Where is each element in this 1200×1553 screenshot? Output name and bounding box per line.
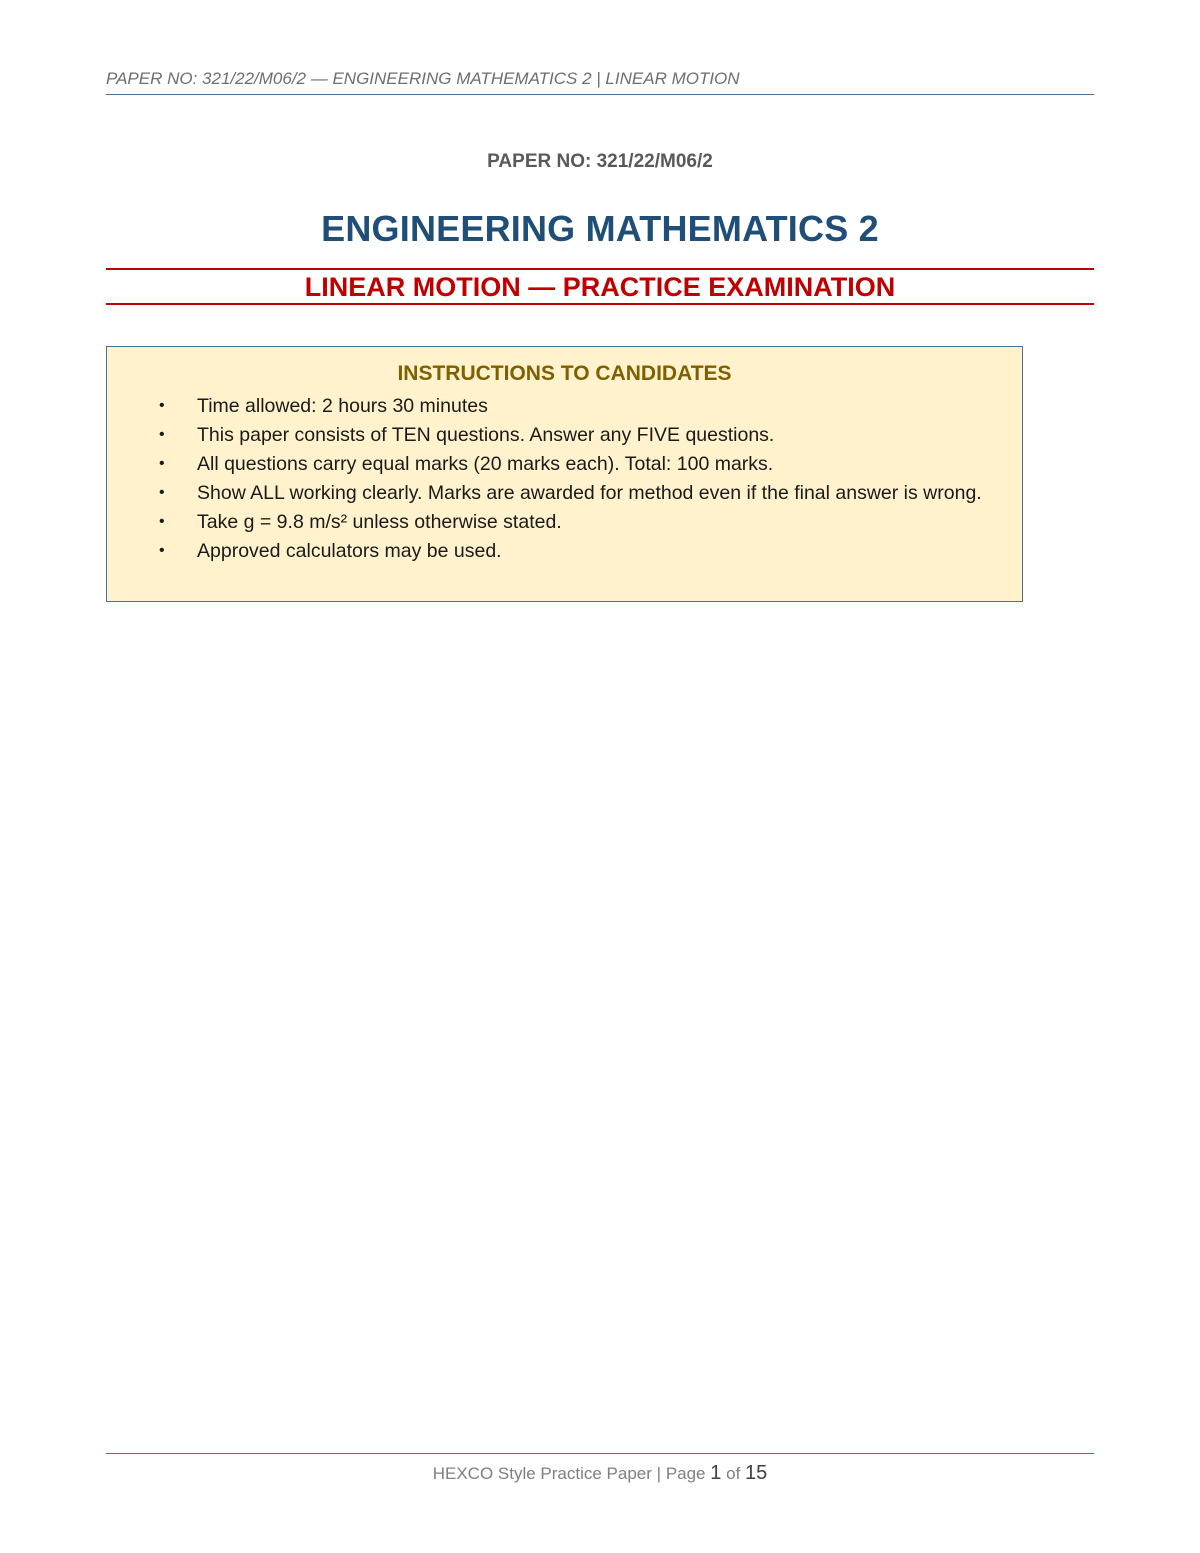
instruction-item [155, 394, 1005, 418]
instructions-list [155, 394, 1005, 568]
instruction-text: This paper consists of TEN questions. Answer any FIVE questions. [197, 424, 775, 446]
total-page-count: 15 [745, 1462, 768, 1484]
instruction-text: Show ALL working clearly. Marks are awarded for method even if the final answer is wrong. [197, 482, 982, 504]
footer-page-word: Page [665, 1464, 706, 1483]
page-header [106, 68, 1094, 95]
bullet-icon: • [159, 513, 165, 530]
bullet-icon: • [159, 484, 165, 501]
instruction-text: All questions carry equal marks (20 marks each). Total: 100 marks. [197, 453, 774, 475]
footer-separator: | [656, 1464, 662, 1483]
instruction-text: Time allowed: 2 hours 30 minutes [197, 395, 488, 417]
instruction-item [155, 510, 1005, 534]
instruction-item [155, 452, 1005, 476]
footer-of-word: of [726, 1464, 741, 1483]
title-rule-bottom [106, 303, 1094, 305]
instruction-item [155, 481, 1005, 505]
instruction-text: Approved calculators may be used. [197, 540, 502, 562]
document-title: ENGINEERING MATHEMATICS 2 [321, 208, 879, 249]
current-page-number: 1 [710, 1462, 722, 1484]
instruction-item [155, 539, 1005, 563]
instructions-heading: INSTRUCTIONS TO CANDIDATES [397, 362, 732, 385]
title-rule-top [106, 268, 1094, 270]
bullet-icon: • [159, 542, 165, 559]
page-footer [106, 1453, 1094, 1485]
footer-label: HEXCO Style Practice Paper [432, 1464, 652, 1483]
footer-text [106, 1462, 1094, 1485]
instructions-box [106, 346, 1023, 602]
paper-number: PAPER NO: 321/22/M06/2 [487, 151, 713, 172]
bullet-icon: • [159, 397, 165, 414]
instruction-item [155, 423, 1005, 447]
instruction-text: Take g = 9.8 m/s² unless otherwise stated. [197, 511, 562, 533]
bullet-icon: • [159, 455, 165, 472]
running-header-text: PAPER NO: 321/22/M06/2 — ENGINEERING MATHEMATICS 2 | LINEAR MOTION [106, 69, 740, 88]
document-subtitle: LINEAR MOTION — PRACTICE EXAMINATION [304, 272, 896, 302]
bullet-icon: • [159, 426, 165, 443]
